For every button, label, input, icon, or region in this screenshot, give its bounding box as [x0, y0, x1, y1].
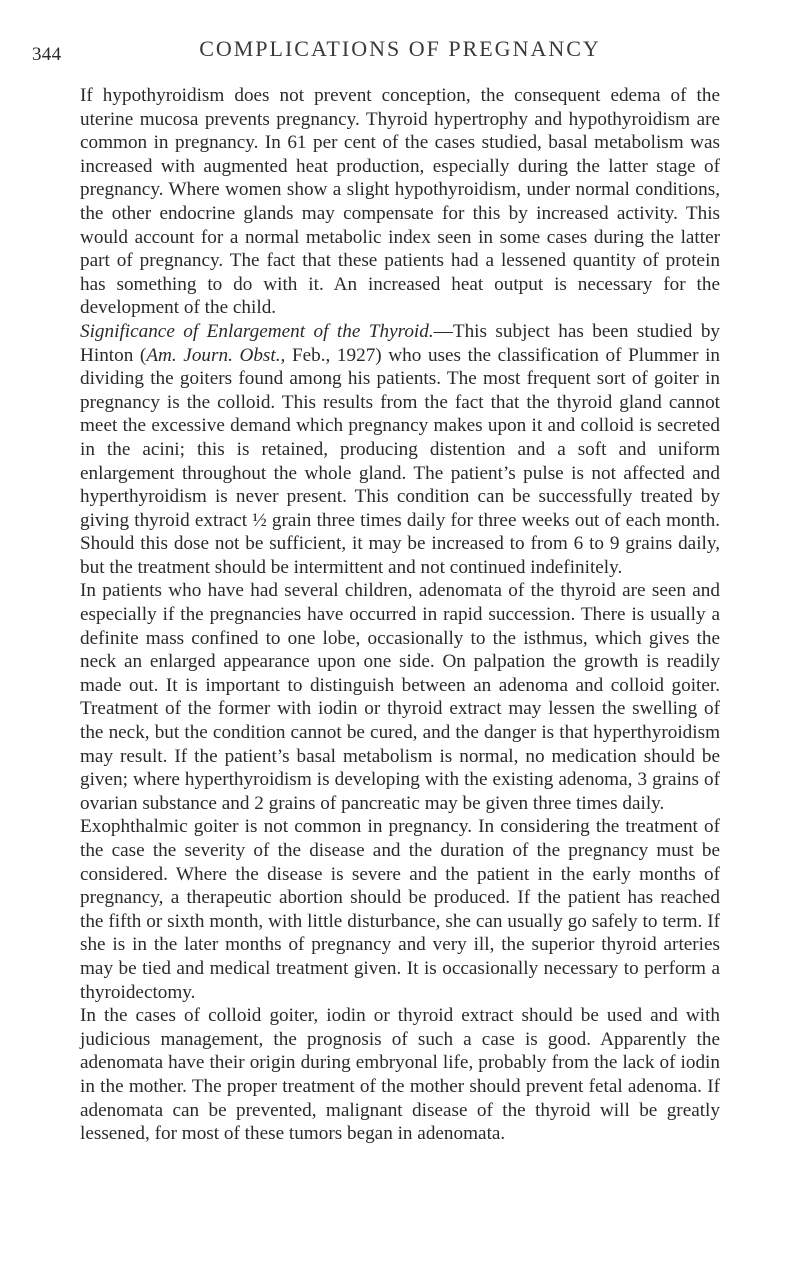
running-head: COMPLICATIONS OF PREGNANCY	[199, 36, 601, 61]
paragraph-adenomata: In patients who have had several children, adenomata of the thyroid are seen and especially if the pregnancies have occurred in rapid succession. There is usually a definite mass confined to one lobe, occasionally to the isthmus, which gives the neck an enlarged appearance upon one side. On palpation the growth is readily made out. It is important to distinguish between an adenoma and colloid goiter. Treatment of the former with iodin or thyroid extract may lessen the swelling of the neck, but the condition cannot be cured, and the danger is that hyperthyroidism may result. If the patient’s basal metabolism is normal, no medication should be given; where hyperthyroidism is developing with the existing adenoma, 3 grains of ovarian substance and 2 grains of pancreatic may be given three times daily.	[80, 580, 720, 814]
paragraph-significance-part-a: —This subject has been studied by Hinton (	[80, 320, 721, 366]
paragraph-colloid-goiter: In the cases of colloid goiter, iodin or thyroid extract should be used and with judicious management, the prognosis of such a case is good. Apparently the adenomata have their origin during embryonal life, probably from the lack of iodin in the mother. The proper treatment of the mother should prevent fetal adenoma. If adenomata can be prevented, malignant disease of the thyroid will be greatly lessened, for most of these tumors began in adenomata.	[80, 1005, 720, 1145]
journal-citation: Am. Journ. Obst.,	[146, 344, 286, 366]
paragraph-exophthalmic-goiter: Exophthalmic goiter is not common in pregnancy. In considering the treatment of the case the severity of the disease and the duration of the pregnancy must be considered. Where the disease is severe and the patient in the early months of pregnancy, a therapeutic abortion should be produced. If the patient has reached the fifth or sixth month, with little disturbance, she can usually go safely to term. If she is in the later months of pregnancy and very ill, the superior thyroid arteries may be tied and medical treatment given. It is occasionally necessary to perform a thyroidectomy.	[80, 816, 720, 1003]
paragraph-significance	[80, 320, 720, 580]
body-text	[80, 84, 720, 1146]
page-header	[32, 36, 768, 66]
paragraph-hypothyroidism: If hypothyroidism does not prevent conception, the consequent edema of the uterine mucosa prevents pregnancy. Thyroid hypertrophy and hypothyroidism are common in pregnancy. In 61 per cent of the cases studied, basal metabolism was increased with augmented heat production, especially during the latter stage of pregnancy. Where women show a slight hypothyroidism, under normal conditions, the other endocrine glands may compensate for this by increased activity. This would account for a normal metabolic index seen in some cases during the latter part of pregnancy. The fact that these patients had a lessened quantity of protein has something to do with it. An increased heat output is necessary for the development of the child.	[80, 85, 720, 319]
paragraph-significance-part-b: Feb., 1927) who uses the classification of Plummer in dividing the goiters found among his patients. The most frequent sort of goiter in pregnancy is the colloid. This results from the fact that the thyroid gland cannot meet the excessive demand which pregnancy makes upon it and colloid is secreted in the acini; this is retained, producing distention and a soft and uniform enlargement throughout the whole gland. The patient’s pulse is not affected and hyperthyroidism is never present. This condition can be successfully treated by giving thyroid extract ½ grain three times daily for three weeks out of each month. Should this dose not be sufficient, it may be increased to from 6 to 9 grains daily, but the treatment should be intermittent and not continued indefinitely.	[80, 344, 720, 578]
section-heading-significance: Significance of Enlargement of the Thyroid.	[80, 320, 434, 342]
page-number: 344	[32, 44, 62, 65]
